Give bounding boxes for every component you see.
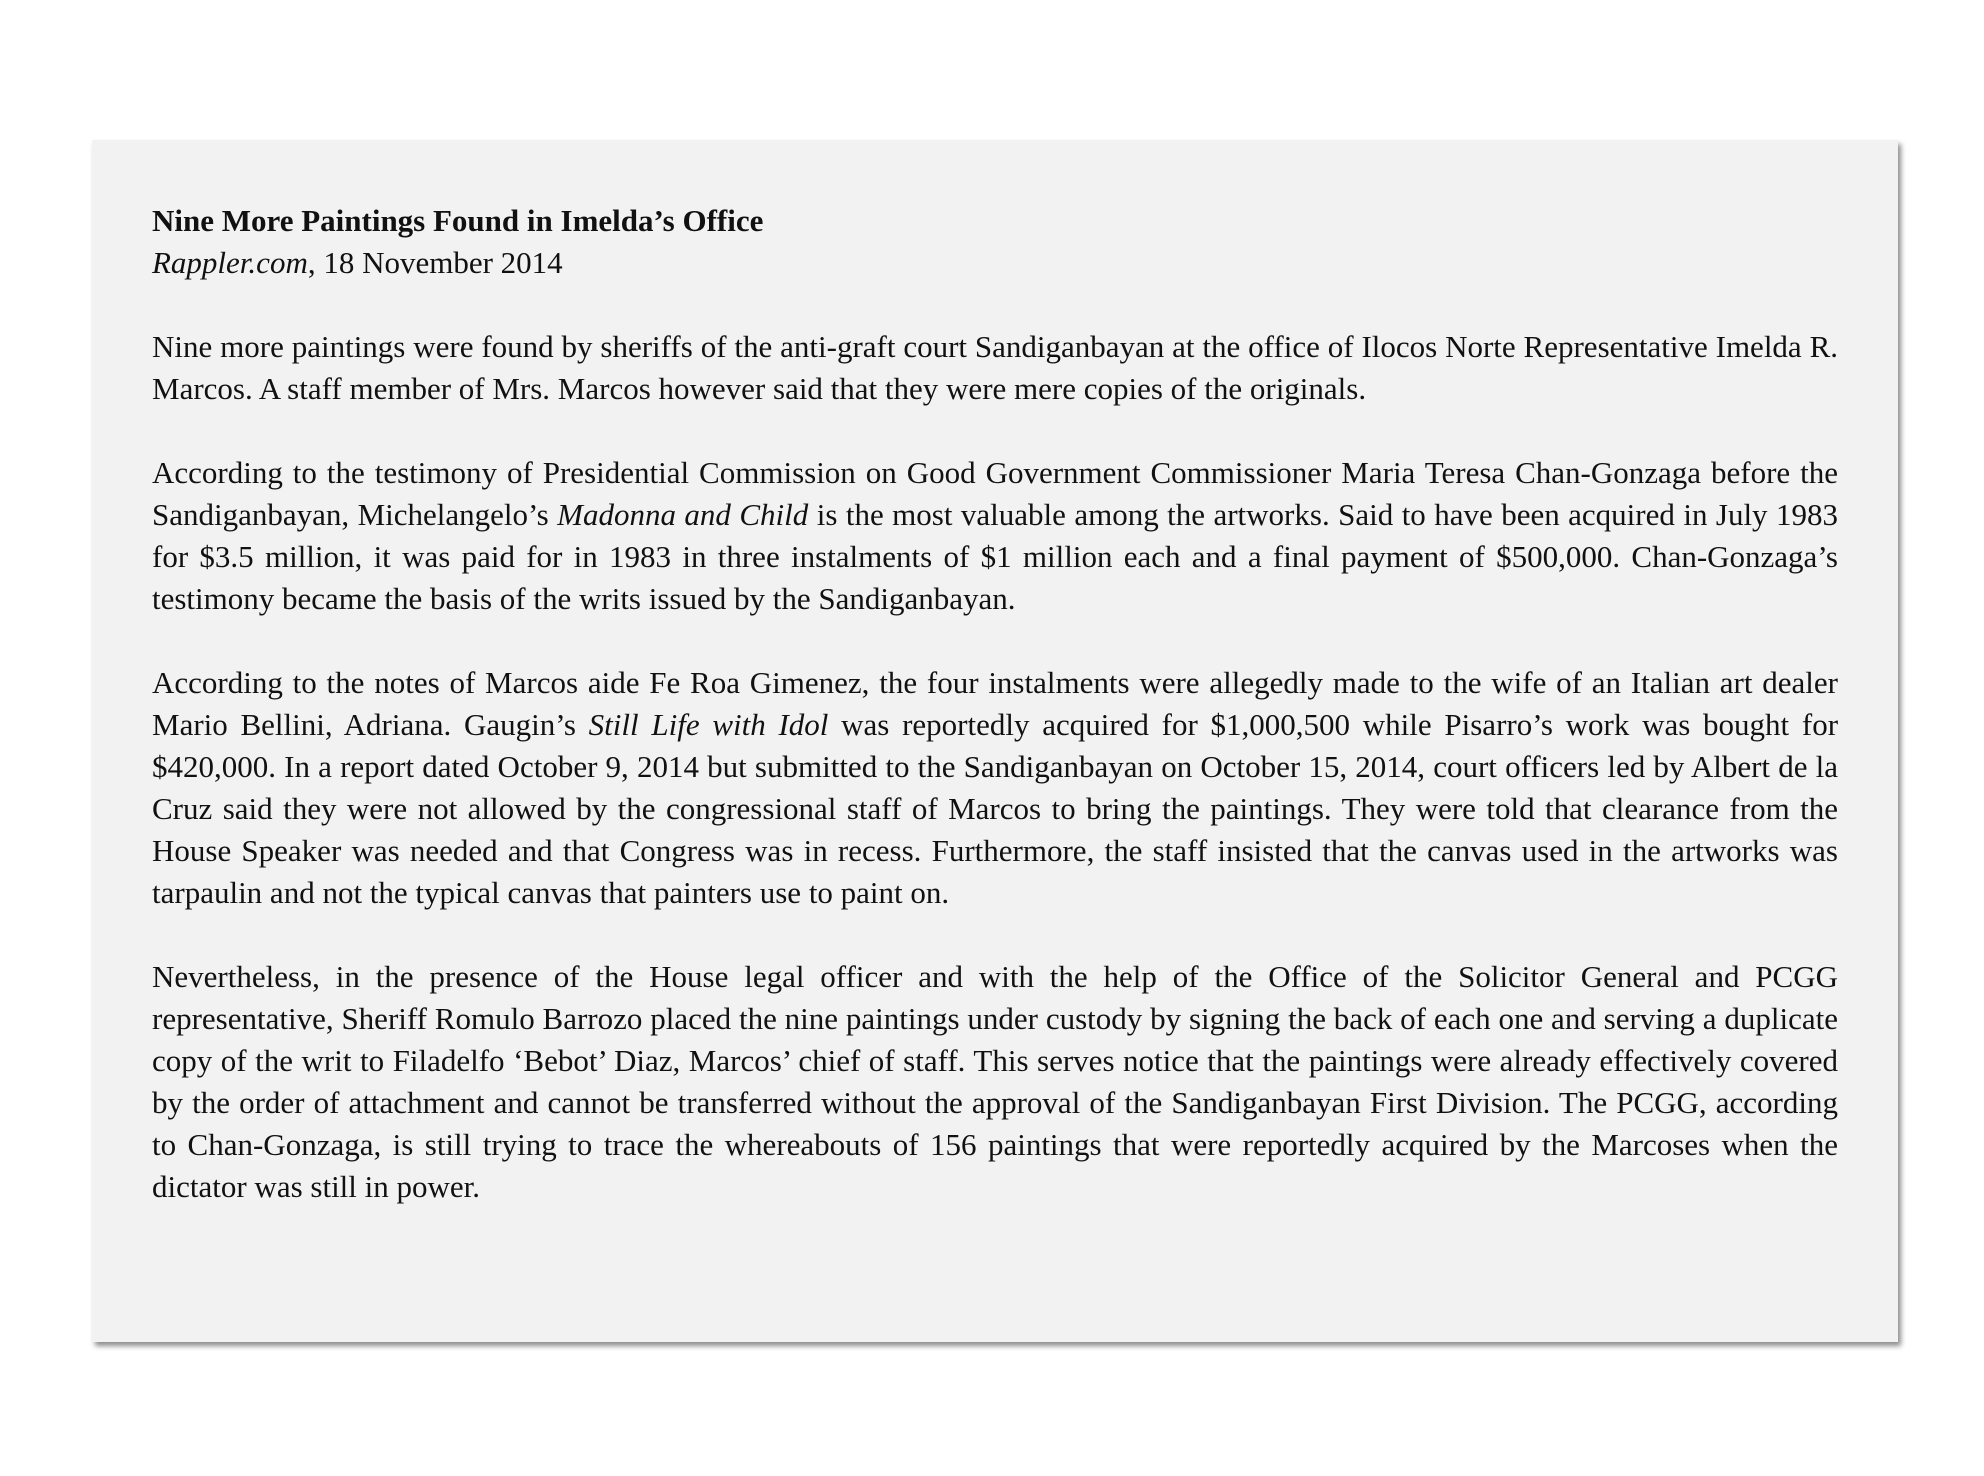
document-card bbox=[92, 140, 1898, 1342]
paragraph-3-text-b: was reportedly acquired for $1,000,500 while Pisarro’s work was bought for $420,000. In a report dated October 9, 2014 but submitted to the Sandiganbayan on October 15, 2014, court officers led by Albert de la Cruz said they were not allowed by the congressional staff of Marcos to bring the paintings. They were told that clearance from the House Speaker was needed and that Congress was in recess. Furthermore, the staff insisted that the canvas used in the artworks was tarpaulin and not the typical canvas that painters use to paint on. bbox=[152, 707, 1839, 910]
paragraph-2-text-b: is the most valuable among the artworks. Said to have been acquired in July 1983 for $3.5 million, it was paid for in 1983 in three instalments of $1 million each and a final payment of $500,000. Chan-Gonzaga’s testimony became the basis of the writs issued by the Sandiganbayan. bbox=[152, 497, 1839, 616]
article-source bbox=[152, 242, 1838, 284]
source-name: Rappler.com bbox=[152, 245, 308, 280]
artwork-title-still-life: Still Life with Idol bbox=[588, 707, 829, 742]
source-date: , 18 November 2014 bbox=[307, 245, 563, 280]
paragraph-3 bbox=[152, 662, 1838, 914]
paragraph-1: Nine more paintings were found by sheriffs of the anti-graft court Sandiganbayan at the office of Ilocos Norte Representative Imelda R. Marcos. A staff member of Mrs. Marcos however said that they were mere copies of the originals. bbox=[152, 329, 1838, 406]
article-title: Nine More Paintings Found in Imelda’s Office bbox=[152, 203, 764, 238]
paragraph-4: Nevertheless, in the presence of the House legal officer and with the help of the Office of the Solicitor General and PCGG representative, Sheriff Romulo Barrozo placed the nine paintings under custody by signing the back of each one and serving a duplicate copy of the writ to Filadelfo ‘Bebot’ Diaz, Marcos’ chief of staff. This serves notice that the paintings were already effectively covered by the order of attachment and cannot be transferred without the approval of the Sandiganbayan First Division. The PCGG, according to Chan-Gonzaga, is still trying to trace the whereabouts of 156 paintings that were reportedly acquired by the Marcoses when the dictator was still in power. bbox=[152, 959, 1838, 1204]
paragraph-2-text-a: According to the testimony of Presidential Commission on Good Government Commissioner Maria Teresa Chan-Gonzaga before the Sandiganbayan, Michelangelo’s bbox=[152, 455, 1838, 532]
paragraph-2 bbox=[152, 452, 1838, 620]
paragraph-3-text-a: According to the notes of Marcos aide Fe Roa Gimenez, the four instalments were allegedly made to the wife of an Italian art dealer Mario Bellini, Adriana. Gaugin’s bbox=[152, 665, 1838, 742]
artwork-title-madonna: Madonna and Child bbox=[557, 497, 809, 532]
